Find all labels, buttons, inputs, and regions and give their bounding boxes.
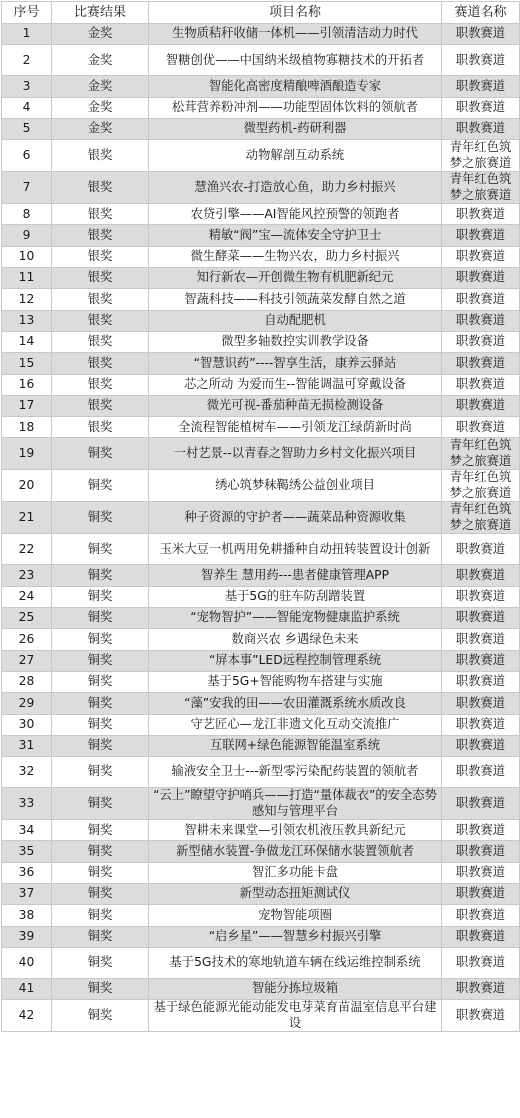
- table-row: [2, 374, 520, 395]
- row-result-cell: 银奖: [52, 204, 149, 225]
- row-track-cell: 职教赛道: [442, 118, 520, 139]
- row-track-cell: 职教赛道: [442, 757, 520, 788]
- row-result-cell: 银奖: [52, 310, 149, 331]
- row-seq-cell: 22: [2, 534, 52, 565]
- row-result-cell: 铜奖: [52, 608, 149, 629]
- row-project-name-cell: 数商兴农 乡遇绿色未来: [149, 629, 442, 650]
- row-project-name-cell: 动物解剖互动系统: [149, 140, 442, 172]
- row-track-cell: 职教赛道: [442, 947, 520, 978]
- row-track-cell: 职教赛道: [442, 884, 520, 905]
- row-track-cell: 职教赛道: [442, 629, 520, 650]
- row-track-cell: 职教赛道: [442, 978, 520, 999]
- table-row: [2, 502, 520, 534]
- row-seq-cell: 23: [2, 565, 52, 586]
- row-track-cell: 职教赛道: [442, 650, 520, 671]
- row-track-cell: 职教赛道: [442, 353, 520, 374]
- row-seq-cell: 20: [2, 470, 52, 502]
- row-project-name-cell: 基于5G+智能购物车搭建与实施: [149, 671, 442, 692]
- row-seq-cell: 10: [2, 246, 52, 267]
- row-track-cell: 青年红色筑梦之旅赛道: [442, 172, 520, 204]
- table-row: [2, 608, 520, 629]
- row-track-cell: 职教赛道: [442, 608, 520, 629]
- row-track-cell: 职教赛道: [442, 374, 520, 395]
- table-row: [2, 289, 520, 310]
- row-track-cell: 职教赛道: [442, 714, 520, 735]
- row-seq-cell: 36: [2, 862, 52, 883]
- row-project-name-cell: 一村艺景--以青春之智助力乡村文化振兴项目: [149, 438, 442, 470]
- row-project-name-cell: 芯之所动 为爱而生--智能调温可穿戴设备: [149, 374, 442, 395]
- row-seq-cell: 37: [2, 884, 52, 905]
- table-row: [2, 268, 520, 289]
- table-row: [2, 172, 520, 204]
- table-row: [2, 395, 520, 416]
- row-project-name-cell: 自动配肥机: [149, 310, 442, 331]
- row-result-cell: 银奖: [52, 289, 149, 310]
- table-header-row: [2, 2, 520, 24]
- row-track-cell: 职教赛道: [442, 204, 520, 225]
- row-result-cell: 铜奖: [52, 534, 149, 565]
- row-track-cell: 职教赛道: [442, 926, 520, 947]
- header-project-name: 项目名称: [149, 2, 442, 24]
- header-seq: 序号: [2, 2, 52, 24]
- row-seq-cell: 25: [2, 608, 52, 629]
- row-seq-cell: 19: [2, 438, 52, 470]
- row-project-name-cell: “云上”瞭望守护哨兵——打造“量体裁衣”的安全态势感知与管理平台: [149, 788, 442, 820]
- row-project-name-cell: 绣心筑梦秣鞨绣公益创业项目: [149, 470, 442, 502]
- row-result-cell: 银奖: [52, 246, 149, 267]
- table-row: [2, 470, 520, 502]
- row-seq-cell: 24: [2, 586, 52, 607]
- row-result-cell: 银奖: [52, 353, 149, 374]
- row-seq-cell: 39: [2, 926, 52, 947]
- table-row: [2, 671, 520, 692]
- row-seq-cell: 21: [2, 502, 52, 534]
- row-project-name-cell: 智能分拣垃圾箱: [149, 978, 442, 999]
- row-track-cell: 职教赛道: [442, 76, 520, 97]
- row-track-cell: 职教赛道: [442, 905, 520, 926]
- table-row: [2, 565, 520, 586]
- row-seq-cell: 9: [2, 225, 52, 246]
- row-track-cell: 职教赛道: [442, 331, 520, 352]
- row-seq-cell: 32: [2, 757, 52, 788]
- row-result-cell: 银奖: [52, 140, 149, 172]
- table-row: [2, 586, 520, 607]
- row-result-cell: 铜奖: [52, 947, 149, 978]
- row-project-name-cell: 慧渔兴农-打造放心鱼，助力乡村振兴: [149, 172, 442, 204]
- row-result-cell: 铜奖: [52, 978, 149, 999]
- row-result-cell: 银奖: [52, 268, 149, 289]
- row-seq-cell: 34: [2, 820, 52, 841]
- row-track-cell: 职教赛道: [442, 24, 520, 45]
- row-project-name-cell: 种子资源的守护者——蔬菜品种资源收集: [149, 502, 442, 534]
- row-seq-cell: 13: [2, 310, 52, 331]
- row-result-cell: 铜奖: [52, 884, 149, 905]
- row-project-name-cell: 基于绿色能源光能动能发电芽菜育苗温室信息平台建设: [149, 1000, 442, 1032]
- table-row: [2, 905, 520, 926]
- table-row: [2, 118, 520, 139]
- table-row: [2, 140, 520, 172]
- table-row: [2, 757, 520, 788]
- row-seq-cell: 1: [2, 24, 52, 45]
- row-seq-cell: 41: [2, 978, 52, 999]
- row-project-name-cell: 宠物智能项圈: [149, 905, 442, 926]
- row-project-name-cell: 松茸营养粉冲剂——功能型固体饮料的领航者: [149, 97, 442, 118]
- row-project-name-cell: 智耕未来课堂—引领农机液压教具新纪元: [149, 820, 442, 841]
- row-result-cell: 铜奖: [52, 841, 149, 862]
- row-project-name-cell: 守艺匠心—龙江非遗文化互动交流推广: [149, 714, 442, 735]
- row-result-cell: 银奖: [52, 225, 149, 246]
- row-track-cell: 职教赛道: [442, 735, 520, 756]
- row-seq-cell: 16: [2, 374, 52, 395]
- table-row: [2, 650, 520, 671]
- row-project-name-cell: 基于5G的驻车防刮蹭装置: [149, 586, 442, 607]
- row-track-cell: 青年红色筑梦之旅赛道: [442, 502, 520, 534]
- header-track: 赛道名称: [442, 2, 520, 24]
- row-track-cell: 职教赛道: [442, 45, 520, 76]
- table-row: [2, 862, 520, 883]
- row-track-cell: 职教赛道: [442, 395, 520, 416]
- row-result-cell: 金奖: [52, 97, 149, 118]
- row-result-cell: 铜奖: [52, 629, 149, 650]
- row-result-cell: 铜奖: [52, 714, 149, 735]
- row-seq-cell: 7: [2, 172, 52, 204]
- table-row: [2, 693, 520, 714]
- row-result-cell: 铜奖: [52, 438, 149, 470]
- row-result-cell: 银奖: [52, 374, 149, 395]
- row-project-name-cell: 输液安全卫士---新型零污染配药装置的领航者: [149, 757, 442, 788]
- row-result-cell: 铜奖: [52, 862, 149, 883]
- row-result-cell: 铜奖: [52, 1000, 149, 1032]
- row-project-name-cell: 生物质秸秆收储一体机——引领清洁动力时代: [149, 24, 442, 45]
- row-project-name-cell: 智蔬科技——科技引领蔬菜发酵自然之道: [149, 289, 442, 310]
- row-result-cell: 金奖: [52, 118, 149, 139]
- row-result-cell: 铜奖: [52, 565, 149, 586]
- row-seq-cell: 4: [2, 97, 52, 118]
- row-seq-cell: 11: [2, 268, 52, 289]
- row-project-name-cell: 新型储水装置-争做龙江环保储水装置领航者: [149, 841, 442, 862]
- table-row: [2, 788, 520, 820]
- row-result-cell: 金奖: [52, 76, 149, 97]
- table-row: [2, 204, 520, 225]
- row-project-name-cell: 知行新农—开创微生物有机肥新纪元: [149, 268, 442, 289]
- row-result-cell: 铜奖: [52, 650, 149, 671]
- row-project-name-cell: 智糖创优——中国纳米级植物寡糖技术的开拓者: [149, 45, 442, 76]
- table-row: [2, 884, 520, 905]
- row-project-name-cell: 智汇多功能卡盘: [149, 862, 442, 883]
- row-track-cell: 职教赛道: [442, 310, 520, 331]
- row-seq-cell: 35: [2, 841, 52, 862]
- row-project-name-cell: “藻”安我的田——农田灌溉系统水质改良: [149, 693, 442, 714]
- row-project-name-cell: “启乡星”——智慧乡村振兴引擎: [149, 926, 442, 947]
- row-track-cell: 职教赛道: [442, 693, 520, 714]
- row-track-cell: 职教赛道: [442, 246, 520, 267]
- row-project-name-cell: 智养生 慧用药---患者健康管理APP: [149, 565, 442, 586]
- row-result-cell: 铜奖: [52, 926, 149, 947]
- row-project-name-cell: 互联网+绿色能源智能温室系统: [149, 735, 442, 756]
- table-row: [2, 1000, 520, 1032]
- table-row: [2, 926, 520, 947]
- row-project-name-cell: “宠物智护”——智能宠物健康监护系统: [149, 608, 442, 629]
- row-seq-cell: 30: [2, 714, 52, 735]
- table-row: [2, 820, 520, 841]
- row-result-cell: 铜奖: [52, 693, 149, 714]
- table-row: [2, 841, 520, 862]
- table-row: [2, 310, 520, 331]
- row-seq-cell: 17: [2, 395, 52, 416]
- row-result-cell: 金奖: [52, 24, 149, 45]
- row-project-name-cell: 基于5G技术的寒地轨道车辆在线运维控制系统: [149, 947, 442, 978]
- row-result-cell: 金奖: [52, 45, 149, 76]
- row-project-name-cell: 微型药机-药研利器: [149, 118, 442, 139]
- row-seq-cell: 33: [2, 788, 52, 820]
- row-seq-cell: 14: [2, 331, 52, 352]
- table-row: [2, 353, 520, 374]
- row-track-cell: 职教赛道: [442, 417, 520, 438]
- table-row: [2, 714, 520, 735]
- row-result-cell: 铜奖: [52, 905, 149, 926]
- row-project-name-cell: “智慧识药”----智享生活，康养云驿站: [149, 353, 442, 374]
- row-track-cell: 职教赛道: [442, 565, 520, 586]
- row-result-cell: 铜奖: [52, 502, 149, 534]
- table-row: [2, 246, 520, 267]
- row-track-cell: 职教赛道: [442, 841, 520, 862]
- row-result-cell: 铜奖: [52, 820, 149, 841]
- table-row: [2, 978, 520, 999]
- row-track-cell: 职教赛道: [442, 1000, 520, 1032]
- row-seq-cell: 26: [2, 629, 52, 650]
- row-seq-cell: 28: [2, 671, 52, 692]
- row-track-cell: 青年红色筑梦之旅赛道: [442, 140, 520, 172]
- row-seq-cell: 29: [2, 693, 52, 714]
- table-row: [2, 97, 520, 118]
- table-row: [2, 417, 520, 438]
- row-seq-cell: 5: [2, 118, 52, 139]
- row-result-cell: 铜奖: [52, 757, 149, 788]
- table-row: [2, 24, 520, 45]
- row-track-cell: 职教赛道: [442, 225, 520, 246]
- awards-table: [1, 1, 520, 1032]
- row-seq-cell: 15: [2, 353, 52, 374]
- row-seq-cell: 42: [2, 1000, 52, 1032]
- table-row: [2, 76, 520, 97]
- row-project-name-cell: 微生酵菜——生物兴农，助力乡村振兴: [149, 246, 442, 267]
- header-result: 比赛结果: [52, 2, 149, 24]
- row-project-name-cell: 微光可视-番茄种苗无损检测设备: [149, 395, 442, 416]
- row-track-cell: 职教赛道: [442, 534, 520, 565]
- table-row: [2, 438, 520, 470]
- row-project-name-cell: “屏本事”LED远程控制管理系统: [149, 650, 442, 671]
- table-row: [2, 735, 520, 756]
- row-project-name-cell: 微型多轴数控实训教学设备: [149, 331, 442, 352]
- row-track-cell: 职教赛道: [442, 862, 520, 883]
- table-row: [2, 629, 520, 650]
- row-track-cell: 青年红色筑梦之旅赛道: [442, 470, 520, 502]
- table-row: [2, 331, 520, 352]
- row-track-cell: 职教赛道: [442, 289, 520, 310]
- row-track-cell: 职教赛道: [442, 268, 520, 289]
- table-row: [2, 947, 520, 978]
- row-seq-cell: 31: [2, 735, 52, 756]
- row-track-cell: 青年红色筑梦之旅赛道: [442, 438, 520, 470]
- row-result-cell: 银奖: [52, 417, 149, 438]
- row-seq-cell: 40: [2, 947, 52, 978]
- table-row: [2, 45, 520, 76]
- row-project-name-cell: 智能化高密度精酿啤酒酿造专家: [149, 76, 442, 97]
- row-seq-cell: 6: [2, 140, 52, 172]
- row-seq-cell: 12: [2, 289, 52, 310]
- table-row: [2, 225, 520, 246]
- row-track-cell: 职教赛道: [442, 788, 520, 820]
- row-result-cell: 铜奖: [52, 671, 149, 692]
- row-seq-cell: 38: [2, 905, 52, 926]
- table-row: [2, 534, 520, 565]
- row-project-name-cell: 全流程智能植树车——引领龙江绿荫新时尚: [149, 417, 442, 438]
- row-result-cell: 银奖: [52, 331, 149, 352]
- row-track-cell: 职教赛道: [442, 820, 520, 841]
- row-project-name-cell: 农贷引擎——AI智能风控预警的领跑者: [149, 204, 442, 225]
- row-result-cell: 银奖: [52, 395, 149, 416]
- row-seq-cell: 2: [2, 45, 52, 76]
- row-result-cell: 铜奖: [52, 788, 149, 820]
- row-track-cell: 职教赛道: [442, 97, 520, 118]
- row-project-name-cell: 精敏“阀”宝—流体安全守护卫士: [149, 225, 442, 246]
- row-seq-cell: 3: [2, 76, 52, 97]
- row-result-cell: 铜奖: [52, 470, 149, 502]
- row-result-cell: 铜奖: [52, 735, 149, 756]
- row-seq-cell: 8: [2, 204, 52, 225]
- row-result-cell: 铜奖: [52, 586, 149, 607]
- row-project-name-cell: 新型动态扭矩测试仪: [149, 884, 442, 905]
- row-seq-cell: 18: [2, 417, 52, 438]
- row-result-cell: 银奖: [52, 172, 149, 204]
- row-seq-cell: 27: [2, 650, 52, 671]
- row-track-cell: 职教赛道: [442, 671, 520, 692]
- row-track-cell: 职教赛道: [442, 586, 520, 607]
- row-project-name-cell: 玉米大豆一机两用免耕播种自动扭转装置设计创新: [149, 534, 442, 565]
